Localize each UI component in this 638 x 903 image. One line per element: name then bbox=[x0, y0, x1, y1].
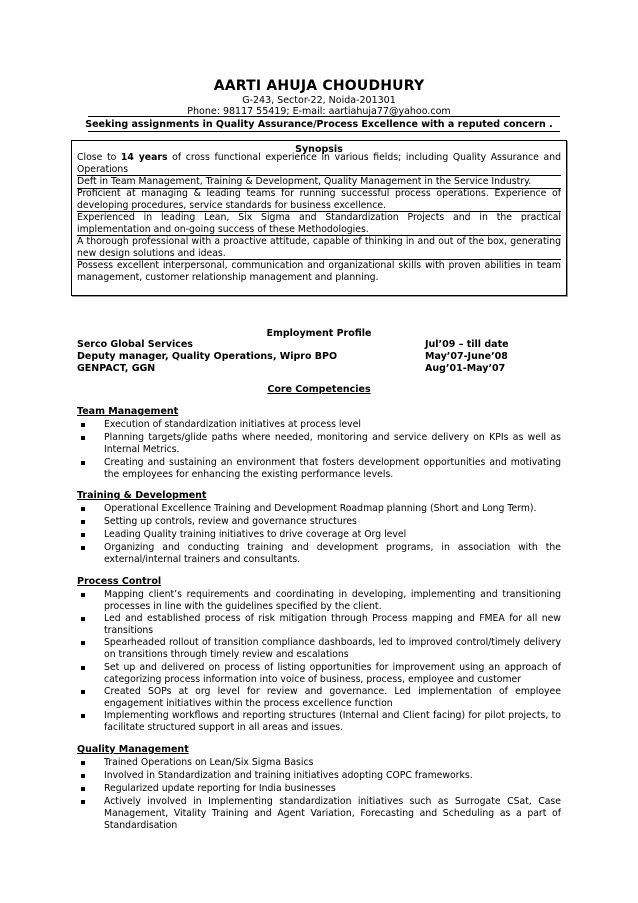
bullet-square-icon bbox=[81, 666, 85, 670]
list-item-text: Actively involved in Implementing standardization initiatives such as Surrogate CSat, Case Management, Vitality Training and Agent Variation, Forecasting and Scheduling as a part of Standardisation bbox=[104, 796, 561, 831]
address: G-243, Sector-22, Noida-201301 bbox=[242, 95, 396, 106]
list-item-text: Setting up controls, review and governance structures bbox=[104, 516, 357, 527]
header-rule-bottom bbox=[88, 131, 560, 132]
list-item-text: Creating and sustaining an environment that fosters development opportunities and motivating the employees for enhancing the existing performance levels. bbox=[104, 457, 561, 480]
list-item-text: Led and established process of risk mitigation through Process mapping and FMEA for all new transitions bbox=[104, 613, 561, 636]
bullet-square-icon bbox=[81, 787, 85, 791]
contact-details: Phone: 98117 55419; E-mail: aartiahuja77@yahoo.com bbox=[187, 106, 451, 117]
bullet-square-icon bbox=[81, 436, 85, 440]
objective: Seeking assignments in Quality Assurance/Process Excellence with a reputed concern . bbox=[85, 119, 553, 130]
list-item-text: Mapping client’s requirements and coordinating in developing, implementing and transitioning processes in line with the guidelines specified by the client. bbox=[104, 589, 561, 612]
synopsis-text: Close to bbox=[77, 152, 121, 163]
list-item-text: Leading Quality training initiatives to drive coverage at Org level bbox=[104, 529, 407, 540]
core-competencies-title: Core Competencies bbox=[267, 384, 371, 395]
section-heading-training-development: Training & Development bbox=[77, 490, 207, 501]
employment-dates: Jul’09 – till date bbox=[425, 339, 509, 350]
list-item-text: Spearheaded rollout of transition compliance dashboards, led to improved control/timely delivery on transitions through timely review and escalations bbox=[104, 637, 561, 660]
bullet-square-icon bbox=[81, 546, 85, 550]
synopsis-text: of cross functional experience in various fields; including Quality Assurance and Operations bbox=[77, 152, 561, 175]
bullet-square-icon bbox=[81, 641, 85, 645]
list-item-text: Set up and delivered on process of listing opportunities for improvement using an approach of categorizing process information into voice of business, process, employee and customer bbox=[104, 662, 561, 685]
synopsis-title: Synopsis bbox=[295, 144, 343, 155]
bullet-square-icon bbox=[81, 533, 85, 537]
synopsis-years: 14 years bbox=[120, 152, 168, 163]
list-item-text: Trained Operations on Lean/Six Sigma Basics bbox=[104, 757, 314, 768]
synopsis-item: Deft in Team Management, Training & Development, Quality Management in the Service Industry. bbox=[77, 176, 532, 187]
list-item-text: Involved in Standardization and training initiatives adopting COPC frameworks. bbox=[104, 770, 473, 781]
section-heading-process-control: Process Control bbox=[77, 576, 162, 587]
employer: Serco Global Services bbox=[77, 339, 193, 350]
bullet-square-icon bbox=[81, 593, 85, 597]
list-item-text: Planning targets/glide paths where needed, monitoring and service delivery on KPIs as well as Internal Metrics. bbox=[104, 432, 561, 455]
employer: GENPACT, GGN bbox=[77, 363, 156, 374]
employment-row bbox=[77, 363, 561, 375]
section-heading-quality-management: Quality Management bbox=[77, 744, 189, 755]
list-item-text: Organizing and conducting training and development programs, in association with the external/internal trainers and consultants. bbox=[104, 542, 561, 565]
bullet-square-icon bbox=[81, 461, 85, 465]
bullet-square-icon bbox=[81, 774, 85, 778]
bullet-square-icon bbox=[81, 423, 85, 427]
list-item-text: Regularized update reporting for India businesses bbox=[104, 783, 336, 794]
section-heading-team-management: Team Management bbox=[77, 406, 179, 417]
bullet-square-icon bbox=[81, 761, 85, 765]
bullet-square-icon bbox=[81, 507, 85, 511]
bullet-square-icon bbox=[81, 714, 85, 718]
header-rule-top bbox=[88, 116, 560, 117]
employer: Deputy manager, Quality Operations, Wipro BPO bbox=[77, 351, 338, 362]
employment-dates: May’07-June’08 bbox=[425, 351, 508, 362]
bullet-square-icon bbox=[81, 800, 85, 804]
bullet-square-icon bbox=[81, 690, 85, 694]
list-item-text: Created SOPs at org level for review and governance. Led implementation of employee engagement initiatives within the process excellence function bbox=[104, 686, 561, 709]
employment-row bbox=[77, 339, 561, 351]
list-item-text: Implementing workflows and reporting structures (Internal and Client facing) for pilot projects, to facilitate structured support in all areas and issues. bbox=[104, 710, 561, 733]
bullet-square-icon bbox=[81, 520, 85, 524]
employment-title: Employment Profile bbox=[266, 328, 372, 339]
bullet-square-icon bbox=[81, 617, 85, 621]
list-item-text: Operational Excellence Training and Development Roadmap planning (Short and Long Term). bbox=[104, 503, 537, 514]
employment-row bbox=[77, 351, 561, 363]
synopsis-item: Experienced in leading Lean, Six Sigma and Standardization Projects and in the practical implementation and on-going success of these Methodologies. bbox=[77, 212, 561, 235]
synopsis-item: Proficient at managing & leading teams for running successful process operations. Experience of developing procedures, service standards for business excellence. bbox=[77, 188, 561, 211]
synopsis-item: A thorough professional with a proactive attitude, capable of thinking in and out of the box, generating new design solutions and ideas. bbox=[77, 236, 561, 259]
candidate-name: AARTI AHUJA CHOUDHURY bbox=[213, 78, 425, 94]
synopsis-item bbox=[77, 152, 561, 176]
synopsis-item: Possess excellent interpersonal, communication and organizational skills with proven abilities in team management, customer relationship management and planning. bbox=[77, 260, 561, 283]
list-item-text: Execution of standardization initiatives at process level bbox=[104, 419, 361, 430]
employment-dates: Aug’01-May’07 bbox=[425, 363, 506, 374]
